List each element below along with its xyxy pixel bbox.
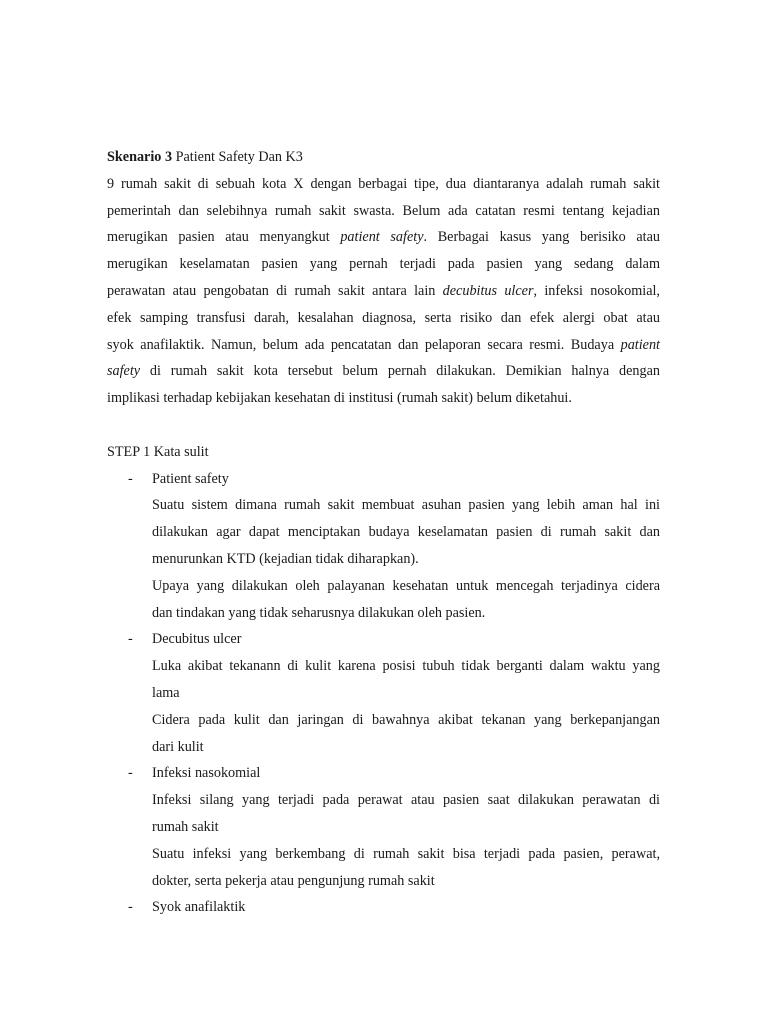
dash-bullet: -	[128, 765, 133, 782]
definition-line: Cidera pada kulit dan jaringan di bawahnya akibat tekanan yang berkepanjangan	[152, 711, 660, 728]
paragraph-line	[107, 332, 660, 359]
italic-term: decubitus ulcer	[442, 282, 534, 299]
definition-line: rumah sakit	[152, 818, 219, 835]
paragraph-line	[107, 305, 660, 332]
text-run: merugikan pasien atau menyangkut	[107, 229, 341, 246]
glossary-item	[107, 626, 660, 653]
spacer	[107, 412, 660, 439]
scenario-title-bold: Skenario 3	[107, 149, 173, 165]
glossary-term: Patient safety	[152, 470, 229, 487]
text-run: merugikan keselamatan pasien yang pernah terjadi pada pasien yang sedang dalam	[107, 256, 660, 273]
dash-bullet: -	[128, 899, 133, 916]
definition-line: dan tindakan yang tidak seharusnya dilakukan oleh pasien.	[152, 604, 486, 621]
paragraph-line	[107, 251, 660, 278]
text-run: di rumah sakit kota tersebut belum pernah dilakukan. Demikian halnya dengan	[140, 363, 660, 380]
text-run: , infeksi nosokomial,	[533, 282, 660, 299]
dash-bullet: -	[128, 631, 133, 648]
definition-line: dokter, serta pekerja atau pengunjung rumah sakit	[152, 872, 435, 889]
text-run: . Berbagai kasus yang berisiko atau	[423, 229, 661, 246]
glossary-term: Infeksi nasokomial	[152, 765, 261, 782]
definition-line: menurunkan KTD (kejadian tidak diharapkan).	[152, 550, 419, 567]
text-run: implikasi terhadap kebijakan kesehatan di institusi (rumah sakit) belum diketahui.	[107, 390, 572, 407]
glossary-item	[107, 466, 660, 493]
dash-bullet: -	[128, 470, 133, 487]
definition-line: Luka akibat tekanann di kulit karena posisi tubuh tidak berganti dalam waktu yang	[152, 658, 660, 675]
glossary-term: Syok anafilaktik	[152, 899, 246, 916]
italic-term: safety	[107, 363, 141, 380]
glossary-definition	[152, 841, 660, 895]
paragraph-line	[107, 278, 660, 305]
definition-line: lama	[152, 684, 180, 701]
glossary-definition	[152, 653, 660, 707]
glossary-term: Decubitus ulcer	[152, 631, 242, 648]
step1-heading: STEP 1 Kata sulit	[107, 443, 209, 460]
glossary-list	[107, 466, 660, 922]
paragraph-line	[107, 198, 660, 225]
paragraph-line	[107, 171, 660, 198]
italic-term: patient	[620, 336, 660, 353]
glossary-definition	[152, 707, 660, 761]
scenario-title	[107, 144, 660, 171]
definition-line: Infeksi silang yang terjadi pada perawat atau pasien saat dilakukan perawatan di	[152, 792, 660, 809]
italic-term: patient safety	[340, 229, 424, 246]
scenario-paragraph	[107, 171, 660, 412]
scenario-title-rest: Patient Safety Dan K3	[172, 149, 303, 165]
text-run: efek samping transfusi darah, kesalahan diagnosa, serta risiko dan efek alergi obat atau	[107, 309, 660, 326]
glossary-item	[107, 894, 660, 921]
document-page	[107, 144, 660, 921]
glossary-definition	[152, 492, 660, 572]
glossary-item	[107, 760, 660, 787]
text-run: pemerintah dan selebihnya rumah sakit swasta. Belum ada catatan resmi tentang kejadian	[107, 202, 660, 219]
definition-line: Upaya yang dilakukan oleh palayanan kesehatan untuk mencegah terjadinya cidera	[152, 577, 660, 594]
definition-line: dilakukan agar dapat menciptakan budaya keselamatan pasien di rumah sakit dan	[152, 524, 660, 541]
paragraph-line	[107, 358, 660, 385]
glossary-definition	[152, 573, 660, 627]
glossary-definition	[152, 787, 660, 841]
paragraph-line	[107, 224, 660, 251]
definition-line: Suatu infeksi yang berkembang di rumah sakit bisa terjadi pada pasien, perawat,	[152, 845, 660, 862]
paragraph-line	[107, 385, 660, 412]
text-run: 9 rumah sakit di sebuah kota X dengan berbagai tipe, dua diantaranya adalah rumah sakit	[107, 175, 660, 192]
text-run: syok anafilaktik. Namun, belum ada pencatatan dan pelaporan secara resmi. Budaya	[107, 336, 621, 353]
definition-line: Suatu sistem dimana rumah sakit membuat asuhan pasien yang lebih aman hal ini	[152, 497, 660, 514]
definition-line: dari kulit	[152, 738, 204, 755]
text-run: perawatan atau pengobatan di rumah sakit antara lain	[107, 282, 443, 299]
